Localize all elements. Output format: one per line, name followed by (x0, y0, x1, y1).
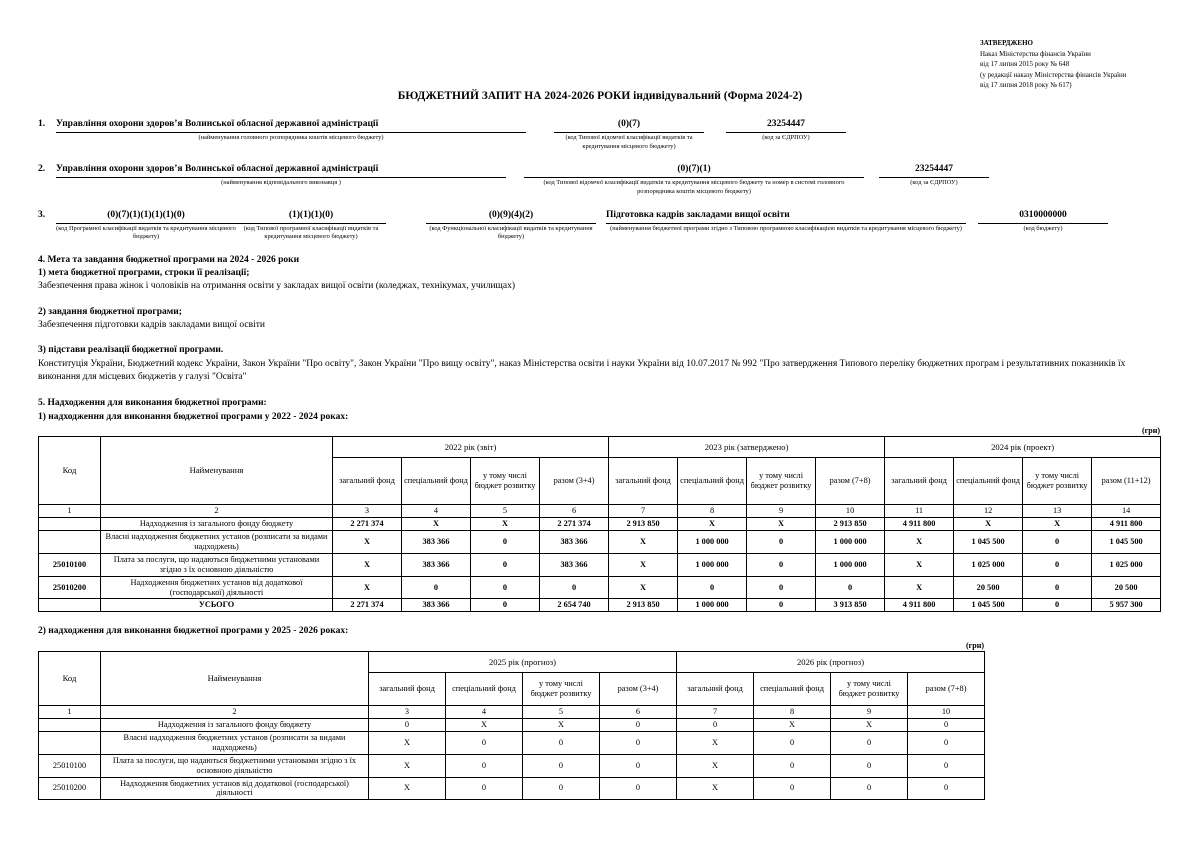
value-cell: X (333, 576, 402, 599)
column-number: 5 (523, 705, 600, 718)
column-number: 5 (471, 504, 540, 517)
col-header-name: Найменування (101, 651, 369, 705)
approval-line: (у редакції наказу Міністерства фінансів України (980, 70, 1127, 79)
column-number: 8 (754, 705, 831, 718)
value-cell: 0 (369, 718, 446, 731)
column-number: 2 (101, 705, 369, 718)
executor-field (56, 164, 506, 188)
task-label: 2) завдання бюджетної програми; (38, 306, 182, 317)
functional-code: (0)(9)(4)(2) (426, 210, 596, 224)
column-number: 1 (39, 705, 101, 718)
revenues-table-2025-2026 (38, 651, 985, 801)
typical-program-code-field (236, 210, 386, 242)
value-cell: X (677, 731, 754, 754)
approval-stamp (980, 38, 1195, 91)
field-caption: (код Функціональної класифікації видатків та кредитування бюджету) (429, 224, 593, 241)
value-cell: 2 913 850 (816, 517, 885, 530)
column-number: 13 (1023, 504, 1092, 517)
value-cell: 0 (523, 777, 600, 800)
currency-label: (грн) (1141, 425, 1160, 435)
goal-text: Забезпечення права жінок і чоловіків на отримання освіти у закладах вищої освіти (коледжах, технікумах, училищах) (38, 281, 515, 292)
program-classification-code: (0)(7)(1)(1)(1)(1)(0) (56, 210, 236, 224)
value-cell: 2 913 850 (609, 599, 678, 612)
approval-line: від 17 липня 2015 року № 648 (980, 60, 1070, 68)
value-cell: 1 000 000 (816, 530, 885, 553)
value-cell: X (333, 553, 402, 576)
col-header-general-fund: загальний фонд (333, 457, 402, 504)
value-cell: 1 025 000 (954, 553, 1023, 576)
code-cell (39, 530, 101, 553)
column-number: 6 (600, 705, 677, 718)
col-header-total: разом (3+4) (600, 672, 677, 705)
value-cell: 0 (600, 731, 677, 754)
value-cell: 0 (446, 777, 523, 800)
col-header-development-budget: у тому числі бюджет розвитку (831, 672, 908, 705)
value-cell: 383 366 (402, 599, 471, 612)
section-5-heading-block (38, 397, 1200, 424)
name-cell: Плата за послуги, що надаються бюджетними установами згідно з їх основною діяльністю (101, 754, 369, 777)
value-cell: 0 (471, 576, 540, 599)
basis-label: 3) підстави реалізації бюджетної програми. (38, 345, 224, 356)
column-number: 4 (446, 705, 523, 718)
col-header-total: разом (3+4) (540, 457, 609, 504)
value-cell: 1 000 000 (678, 599, 747, 612)
col-header-general-fund: загальний фонд (677, 672, 754, 705)
value-cell: 0 (523, 731, 600, 754)
value-cell: 2 271 374 (540, 517, 609, 530)
column-number: 3 (369, 705, 446, 718)
value-cell: 0 (471, 553, 540, 576)
value-cell: 3 913 850 (816, 599, 885, 612)
col-header-general-fund: загальний фонд (369, 672, 446, 705)
table-row (39, 718, 985, 731)
name-cell: Власні надходження бюджетних установ (розписати за видами надходжень) (101, 731, 369, 754)
value-cell: X (885, 530, 954, 553)
value-cell: 2 271 374 (333, 599, 402, 612)
name-cell: Надходження бюджетних установ від додаткової (господарської) діяльності (101, 576, 333, 599)
column-number: 8 (678, 504, 747, 517)
col-header-total: разом (7+8) (816, 457, 885, 504)
value-cell: 0 (540, 576, 609, 599)
value-cell: 1 045 500 (954, 599, 1023, 612)
field-caption: (код бюджету) (1023, 224, 1063, 232)
total-row (39, 599, 1161, 612)
code-cell: 25010200 (39, 777, 101, 800)
value-cell: X (369, 754, 446, 777)
section-5-sub1: 1) надходження для виконання бюджетної програми у 2022 - 2024 роках: (38, 411, 349, 422)
field-caption: (код Програмної класифікації видатків та кредитування місцевого бюджету) (56, 224, 236, 241)
col-header-total: разом (7+8) (908, 672, 985, 705)
edrpou-value: 23254447 (879, 164, 989, 178)
table-row (39, 731, 985, 754)
vidomcha-code-field (524, 164, 864, 196)
value-cell: 0 (831, 777, 908, 800)
section-number: 2. (38, 164, 46, 175)
value-cell: X (954, 517, 1023, 530)
value-cell: X (747, 517, 816, 530)
section-2-responsible-executor (38, 164, 1200, 196)
value-cell: 0 (446, 754, 523, 777)
value-cell: X (609, 553, 678, 576)
section-5-heading: 5. Надходження для виконання бюджетної програми: (38, 398, 267, 409)
goal-label: 1) мета бюджетної програми, строки її реалізації; (38, 268, 250, 279)
value-cell: 0 (1023, 553, 1092, 576)
task-text: Забезпечення підготовки кадрів закладами вищої освіти (38, 320, 265, 331)
col-header-development-budget: у тому числі бюджет розвитку (1023, 457, 1092, 504)
value-cell: X (831, 718, 908, 731)
table-row (39, 754, 985, 777)
section-5-sub2-block (38, 625, 1200, 638)
main-administrator-name: Управління охорони здоров’я Волинської обласної державної адміністрації (56, 119, 526, 133)
column-number: 7 (609, 504, 678, 517)
column-number: 12 (954, 504, 1023, 517)
value-cell: 5 957 300 (1092, 599, 1161, 612)
vidomcha-code-value: (0)(7) (554, 119, 704, 133)
vidomcha-code-field (554, 119, 704, 151)
code-cell: 25010200 (39, 576, 101, 599)
value-cell: X (369, 731, 446, 754)
main-administrator-field (56, 119, 526, 143)
col-header-special-fund: спеціальний фонд (754, 672, 831, 705)
value-cell: 0 (678, 576, 747, 599)
section-4-goal-and-tasks (38, 254, 1163, 384)
table-header-row (39, 651, 985, 672)
value-cell: 1 000 000 (678, 530, 747, 553)
col-header-name: Найменування (101, 436, 333, 504)
value-cell: X (678, 517, 747, 530)
name-cell: УСЬОГО (101, 599, 333, 612)
value-cell: X (885, 553, 954, 576)
year-group-2026: 2026 рік (прогноз) (677, 651, 985, 672)
value-cell: X (333, 530, 402, 553)
col-header-development-budget: у тому числі бюджет розвитку (747, 457, 816, 504)
field-caption: (код Типової відомчої класифікації видатків та кредитування місцевого бюджету) (565, 134, 693, 150)
value-cell: 0 (471, 530, 540, 553)
field-caption: (код Типової відомчої класифікації видатків та кредитування місцевого бюджету та номер в системі головного розпорядника коштів місцевого бюджету) (543, 179, 845, 195)
field-caption: (код за ЄДРПОУ) (762, 134, 810, 141)
section-5-sub2: 2) надходження для виконання бюджетної програми у 2025 - 2026 роках: (38, 626, 349, 637)
value-cell: 0 (523, 754, 600, 777)
value-cell: 0 (747, 576, 816, 599)
column-number-row (39, 504, 1161, 517)
table-row (39, 517, 1161, 530)
value-cell: X (754, 718, 831, 731)
section-number: 3. (38, 209, 46, 220)
table-row (39, 777, 985, 800)
value-cell: 4 911 800 (885, 599, 954, 612)
value-cell: X (1023, 517, 1092, 530)
name-cell: Надходження із загального фонду бюджету (101, 718, 369, 731)
value-cell: 0 (600, 777, 677, 800)
value-cell: 383 366 (540, 553, 609, 576)
value-cell: X (402, 517, 471, 530)
column-number-row (39, 705, 985, 718)
value-cell: 4 911 800 (1092, 517, 1161, 530)
value-cell: 0 (1023, 576, 1092, 599)
approval-line: від 17 липня 2018 року № 617) (980, 81, 1072, 89)
year-group-2025: 2025 рік (прогноз) (369, 651, 677, 672)
value-cell: 1 045 500 (954, 530, 1023, 553)
value-cell: X (885, 576, 954, 599)
column-number: 11 (885, 504, 954, 517)
edrpou-field (726, 119, 846, 143)
field-caption: (код за ЄДРПОУ) (910, 179, 958, 187)
value-cell: 0 (471, 599, 540, 612)
col-header-special-fund: спеціальний фонд (678, 457, 747, 504)
value-cell: X (446, 718, 523, 731)
code-cell (39, 731, 101, 754)
column-number: 7 (677, 705, 754, 718)
value-cell: 0 (1023, 599, 1092, 612)
value-cell: 20 500 (1092, 576, 1161, 599)
value-cell: 1 000 000 (678, 553, 747, 576)
value-cell: 0 (402, 576, 471, 599)
value-cell: 1 000 000 (816, 553, 885, 576)
year-group-2022: 2022 рік (звіт) (333, 436, 609, 457)
value-cell: X (677, 777, 754, 800)
value-cell: 0 (446, 731, 523, 754)
value-cell: X (523, 718, 600, 731)
edrpou-value: 23254447 (726, 119, 846, 133)
col-header-special-fund: спеціальний фонд (954, 457, 1023, 504)
year-group-2024: 2024 рік (проект) (885, 436, 1161, 457)
field-caption: (найменування відповідального виконавця ) (221, 179, 341, 187)
value-cell: 1 045 500 (1092, 530, 1161, 553)
value-cell: 0 (816, 576, 885, 599)
column-number: 2 (101, 504, 333, 517)
col-header-development-budget: у тому числі бюджет розвитку (523, 672, 600, 705)
value-cell: 1 025 000 (1092, 553, 1161, 576)
value-cell: 0 (754, 754, 831, 777)
value-cell: 0 (831, 754, 908, 777)
basis-text: Конституція України, Бюджетний кодекс України, Закон України "Про освіту", Закон України "Про вищу освіту", наказ Міністерства освіти і науки України від 10.07.2017 № 992 "Про затвердження Типового переліку бюджетних програм і результативних показників їх виконання для місцевих бюджетів у галузі "Освіта" (38, 358, 1126, 382)
value-cell: 0 (677, 718, 754, 731)
value-cell: X (471, 517, 540, 530)
column-number: 4 (402, 504, 471, 517)
typical-program-code: (1)(1)(1)(0) (236, 210, 386, 224)
value-cell: 20 500 (954, 576, 1023, 599)
value-cell: X (609, 530, 678, 553)
approval-line: Наказ Міністерства фінансів України (980, 49, 1091, 58)
value-cell: 0 (908, 754, 985, 777)
column-number: 10 (816, 504, 885, 517)
section-1-main-administrator (38, 119, 1200, 151)
value-cell: 0 (754, 731, 831, 754)
table-row (39, 530, 1161, 553)
column-number: 14 (1092, 504, 1161, 517)
value-cell: 0 (908, 777, 985, 800)
approval-line: ЗАТВЕРДЖЕНО (980, 39, 1033, 47)
code-cell (39, 517, 101, 530)
col-header-special-fund: спеціальний фонд (446, 672, 523, 705)
budget-code: 0310000000 (978, 210, 1108, 224)
executor-name: Управління охорони здоров’я Волинської обласної державної адміністрації (56, 164, 506, 178)
value-cell: 0 (747, 599, 816, 612)
table-row (39, 576, 1161, 599)
value-cell: 0 (747, 553, 816, 576)
col-header-code: Код (39, 436, 101, 504)
currency-label: (грн) (965, 640, 984, 650)
field-caption: (найменування бюджетної програми згідно з Типовою програмною класифікацією видатків та кредитування місцевого бюджету) (610, 224, 962, 232)
value-cell: X (677, 754, 754, 777)
table-row (39, 553, 1161, 576)
value-cell: 0 (1023, 530, 1092, 553)
document-title: БЮДЖЕТНИЙ ЗАПИТ НА 2024-2026 РОКИ індивідувальний (Форма 2024-2) (397, 90, 803, 102)
functional-code-field (426, 210, 596, 242)
value-cell: 0 (831, 731, 908, 754)
value-cell: 0 (747, 530, 816, 553)
col-header-total: разом (11+12) (1092, 457, 1161, 504)
program-name-field (606, 210, 966, 234)
col-header-code: Код (39, 651, 101, 705)
table-header-row (39, 436, 1161, 457)
name-cell: Надходження із загального фонду бюджету (101, 517, 333, 530)
value-cell: X (369, 777, 446, 800)
col-header-special-fund: спеціальний фонд (402, 457, 471, 504)
code-cell (39, 718, 101, 731)
col-header-general-fund: загальний фонд (885, 457, 954, 504)
value-cell: 383 366 (402, 530, 471, 553)
code-cell: 25010100 (39, 553, 101, 576)
value-cell: 0 (600, 754, 677, 777)
budget-code-field (978, 210, 1108, 234)
value-cell: 383 366 (402, 553, 471, 576)
column-number: 6 (540, 504, 609, 517)
field-caption: (найменування головного розпорядника коштів місцевого бюджету) (198, 134, 384, 141)
column-number: 3 (333, 504, 402, 517)
section-3-program-codes (38, 210, 1200, 242)
value-cell: 0 (908, 718, 985, 731)
section-4-heading: 4. Мета та завдання бюджетної програми на 2024 - 2026 роки (38, 254, 300, 265)
revenues-table-2022-2024 (38, 436, 1161, 613)
field-caption: (код Типової програмної класифікації видатків та кредитування місцевого бюджету) (243, 224, 379, 241)
value-cell: 383 366 (540, 530, 609, 553)
value-cell: 2 654 740 (540, 599, 609, 612)
value-cell: 2 913 850 (609, 517, 678, 530)
value-cell: 0 (600, 718, 677, 731)
year-group-2023: 2023 рік (затверджено) (609, 436, 885, 457)
column-number: 1 (39, 504, 101, 517)
column-number: 9 (831, 705, 908, 718)
edrpou-field (879, 164, 989, 188)
column-number: 10 (908, 705, 985, 718)
column-number: 9 (747, 504, 816, 517)
program-classification-code-field (56, 210, 236, 242)
name-cell: Плата за послуги, що надаються бюджетними установами згідно з їх основною діяльністю (101, 553, 333, 576)
vidomcha-code-value: (0)(7)(1) (524, 164, 864, 178)
name-cell: Надходження бюджетних установ від додаткової (господарської) діяльності (101, 777, 369, 800)
code-cell: 25010100 (39, 754, 101, 777)
value-cell: 0 (908, 731, 985, 754)
col-header-development-budget: у тому числі бюджет розвитку (471, 457, 540, 504)
value-cell: 4 911 800 (885, 517, 954, 530)
col-header-general-fund: загальний фонд (609, 457, 678, 504)
program-name: Підготовка кадрів закладами вищої освіти (606, 210, 966, 224)
value-cell: X (609, 576, 678, 599)
code-cell (39, 599, 101, 612)
name-cell: Власні надходження бюджетних установ (розписати за видами надходжень) (101, 530, 333, 553)
value-cell: 2 271 374 (333, 517, 402, 530)
section-number: 1. (38, 119, 46, 129)
value-cell: 0 (754, 777, 831, 800)
